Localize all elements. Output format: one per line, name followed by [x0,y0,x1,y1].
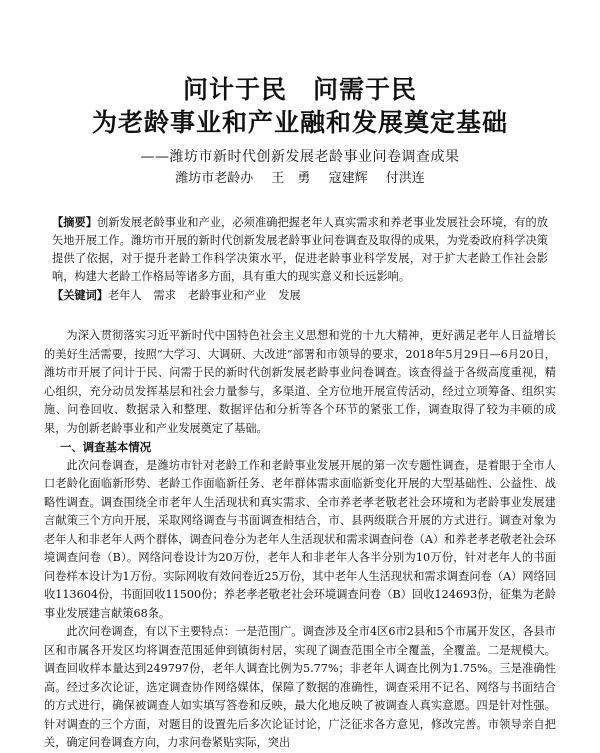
keywords-label: 【关键词】 [52,288,108,302]
title-block [44,0,556,189]
keyword: 老年人 [107,289,142,302]
author-name: 寇建辉 [328,171,368,186]
title-line-1: 问计于民 问需于民 [182,75,417,104]
section-heading: 一、调查基本情况 [59,440,152,454]
keyword: 需求 [153,289,176,302]
author-name: 付洪连 [385,171,425,186]
abstract-block [44,213,556,305]
abstract-text: 创新发展老龄事业和产业，必须准确把握老年人真实需求和养老事业发展社会环境，有的放矢地开展工作。潍坊市开展的新时代创新发展老龄事业问卷调查及取得的成果，为党委政府科学决策提供了依据，对于提升老龄工作科学决策水平，促进老龄事业科学发展，对于扩大老龄工作社会影响，构建大老龄工作格局等诸多方面，具有重大的现实意义和长远影响。 [52,216,548,283]
body-paragraph: 此次问卷调查，有以下主要特点：一是范围广。调查涉及全市4区6市2县和5个市属开发区，各县市区和市属各开发区均将调查范围延伸到镇街村居，实现了调查范围全市全覆盖，全覆盖。二是规模大。调查回收样本量达到249797份，老年人调查比例为5.77%；非老年人调查比例为1.75%。三是准确性高。经过多次论证，选定调查协作网络媒体，保障了数据的准确性，调查采用不记名、网络与书面结合的方式进行，确保被调查人如实填写答卷和反映，最大化地反映了被调查人真实意愿。四是针对性强。针对调查的三个方面，对题目的设置先后多次论证讨论，广泛征求各方意见，修改完善。市领导亲自把关，确定问卷调查方向，力求问卷紧贴实际，突出 [44,625,556,749]
author-line [44,169,556,189]
abstract-label: 【摘要】 [52,215,98,229]
abstract [52,213,548,286]
intro-paragraph: 为深入贯彻落实习近平新时代中国特色社会主义思想和党的十九大精神，更好满足老年人日益增长的美好生活需要，按照“大学习、大调研、大改进”部署和市领导的要求，2018年5月29日—6月20日，潍坊市开展了问计于民、问需于民的新时代创新发展老龄事业问卷调查。该查得益于各级高度重视，精心组织，充分动员发挥基层和社会力量参与，多渠道、全方位地开展宣传活动，经过立项筹备、组织实施、问卷回收、数据录入和整理、数据评估和分析等各个环节的紧张工作，调查取得了较为丰硕的成果，为创新老龄事业和产业发展奠定了基础。 [44,329,556,435]
keyword: 发展 [278,289,301,302]
keyword: 老龄事业和产业 [187,289,267,302]
subtitle: ——潍坊市新时代创新发展老龄事业问卷调查成果 [140,149,460,165]
body-paragraph: 此次问卷调查，是潍坊市针对老龄工作和老龄事业发展开展的第一次专题性调查，是着眼于全市人口老龄化面临新形势、老龄工作面临新任务、老年群体需求面临新变化开展的大型基础性、公益性、战略性调查。调查围绕全市老年人生活现状和真实需求、全市养老孝老敬老社会环境和为老龄事业发展建言献策三个方向开展，采取网络调查与书面调查相结合，市、县两级联合开展的方式进行。调查对象为老年人和非老年人两个群体，调查问卷分为老年人生活现状和需求调查问卷（A）和养老孝老敬老社会环境调查问卷（B）。网络问卷设计为20万份，老年人和非老年人各半分别为10万份，针对老年人的书面问卷样本设计为1万份。实际网收有效问卷近25万份，其中老年人生活现状和需求调查问卷（A）网络回收113604份，书面回收11500份；养老孝老敬老社会环境调查问卷（B）回收124693份，征集为老龄事业发展建言献策68条。 [44,458,556,620]
author-name: 王 勇 [271,171,311,186]
article-body [44,327,556,753]
title-line-2: 为老龄事业和产业融和发展奠定基础 [91,108,508,137]
keywords [52,286,548,305]
author-organization: 潍坊市老龄办 [175,171,254,186]
